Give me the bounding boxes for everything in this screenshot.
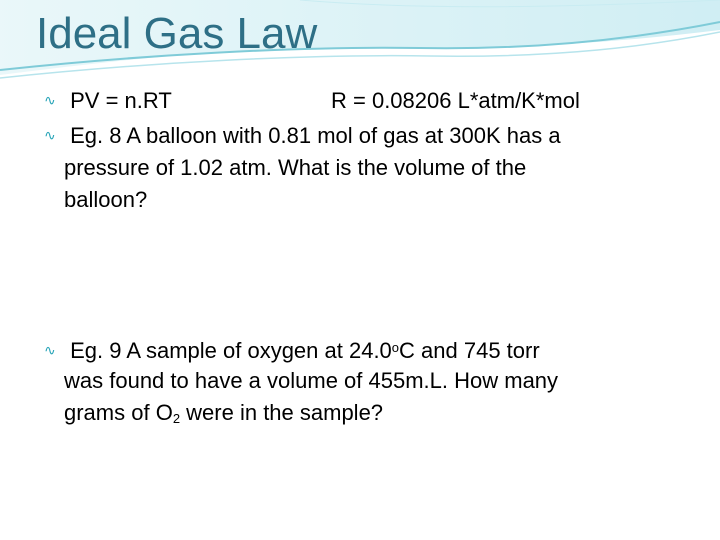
wave-bullet-icon: ∿ <box>44 126 56 143</box>
gas-constant-text: R = 0.08206 L*atm/K*mol <box>331 88 580 113</box>
bullet-2 <box>44 120 561 153</box>
example-9-line-3a: grams of O <box>64 400 173 425</box>
degree-superscript: o <box>391 340 400 355</box>
slide-title: Ideal Gas Law <box>36 9 318 58</box>
bullet-3 <box>44 332 540 368</box>
example-8-line-2: pressure of 1.02 atm. What is the volume of the <box>64 155 527 180</box>
example-9-line-1b: C and 745 torr <box>399 338 540 363</box>
oxygen-subscript: 2 <box>172 411 181 426</box>
example-8-line-1: Eg. 8 A balloon with 0.81 mol of gas at 300K has a <box>70 123 561 148</box>
example-9-line-3b: were in the sample? <box>180 400 384 425</box>
wave-bullet-icon: ∿ <box>44 91 56 108</box>
wave-bullet-icon: ∿ <box>44 341 56 358</box>
example-9-line-2: was found to have a volume of 455m.L. How many <box>64 368 559 393</box>
example-9-line-3 <box>64 397 383 434</box>
formula-text: PV = n.RT <box>70 88 172 113</box>
example-9-line-1a: Eg. 9 A sample of oxygen at 24.0 <box>70 338 392 363</box>
example-8-line-3: balloon? <box>64 187 148 212</box>
bullet-1 <box>44 85 684 118</box>
